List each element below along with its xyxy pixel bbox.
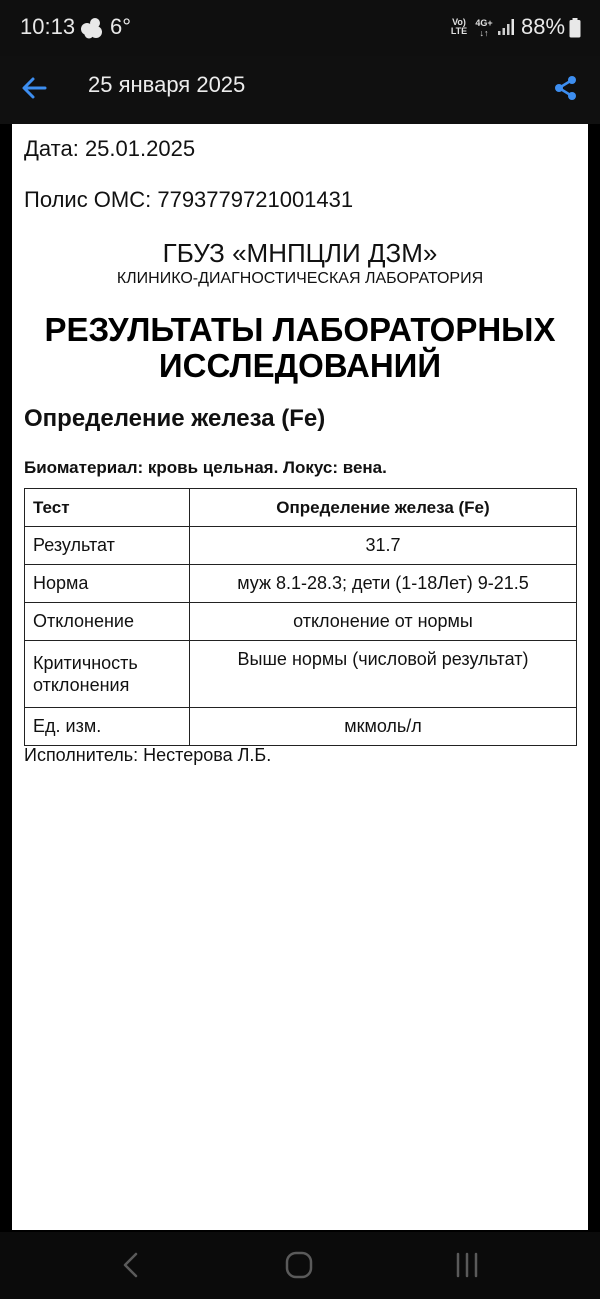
table-row (25, 708, 577, 746)
battery-icon (569, 18, 581, 38)
table-header-cell: Тест (25, 489, 190, 527)
organization-name: ГБУЗ «МНПЦЛИ ДЗМ» (162, 238, 438, 268)
table-header-row (25, 489, 577, 527)
share-icon (553, 75, 579, 101)
table-cell-value: Выше нормы (числовой результат) (190, 641, 577, 708)
oms-policy: Полис ОМС: 7793779721001431 (24, 187, 354, 212)
table-cell-label: Отклонение (25, 603, 190, 641)
signal-icon (497, 18, 515, 36)
table-cell-value: отклонение от нормы (190, 603, 577, 641)
table-row (25, 565, 577, 603)
arrow-left-icon (20, 74, 48, 102)
back-button[interactable] (14, 68, 54, 108)
status-bar (0, 0, 600, 56)
table-cell-label: Норма (25, 565, 190, 603)
volte-indicator: Vo) LTE (450, 17, 468, 36)
table-row (25, 641, 577, 708)
table-cell-value: муж 8.1-28.3; дети (1-18Лет) 9-21.5 (190, 565, 577, 603)
status-temperature: 6° (110, 14, 132, 39)
organization-subtitle: КЛИНИКО-ДИАГНОСТИЧЕСКАЯ ЛАБОРАТОРИЯ (116, 270, 484, 287)
battery-percent: 88% (521, 14, 566, 39)
table-cell-label: Критичность отклонения (25, 641, 190, 708)
cloud-sun-icon (80, 17, 104, 39)
report-title-line-1: РЕЗУЛЬТАТЫ ЛАБОРАТОРНЫХ (44, 311, 556, 348)
table-cell-label: Результат (25, 527, 190, 565)
table-cell-label: Ед. изм. (25, 708, 190, 746)
nav-home-icon[interactable] (284, 1250, 314, 1280)
table-cell-value: 31.7 (190, 527, 577, 565)
status-time: 10:13 (20, 14, 76, 39)
lab-report-document (12, 124, 588, 1230)
report-title-line-2: ИССЛЕДОВАНИЙ (158, 347, 442, 384)
test-section-title: Определение железа (Fe) (24, 405, 326, 432)
table-row (25, 527, 577, 565)
nav-recents-icon[interactable] (452, 1250, 482, 1280)
nav-back-icon[interactable] (116, 1250, 146, 1280)
report-title (12, 312, 588, 384)
network-type-indicator: 4G+ ↓↑ (475, 18, 493, 38)
biomaterial-info: Биоматериал: кровь цельная. Локус: вена. (24, 458, 387, 477)
table-cell-value: мкмоль/л (190, 708, 577, 746)
table-row (25, 603, 577, 641)
report-date: Дата: 25.01.2025 (24, 136, 196, 161)
share-button[interactable] (546, 68, 586, 108)
results-table (24, 488, 577, 746)
system-nav-bar (0, 1232, 600, 1299)
app-bar (0, 56, 600, 124)
table-header-cell: Определение железа (Fe) (190, 489, 577, 527)
page-title: 25 января 2025 (88, 72, 246, 97)
executor-info: Исполнитель: Нестерова Л.Б. (24, 745, 272, 765)
